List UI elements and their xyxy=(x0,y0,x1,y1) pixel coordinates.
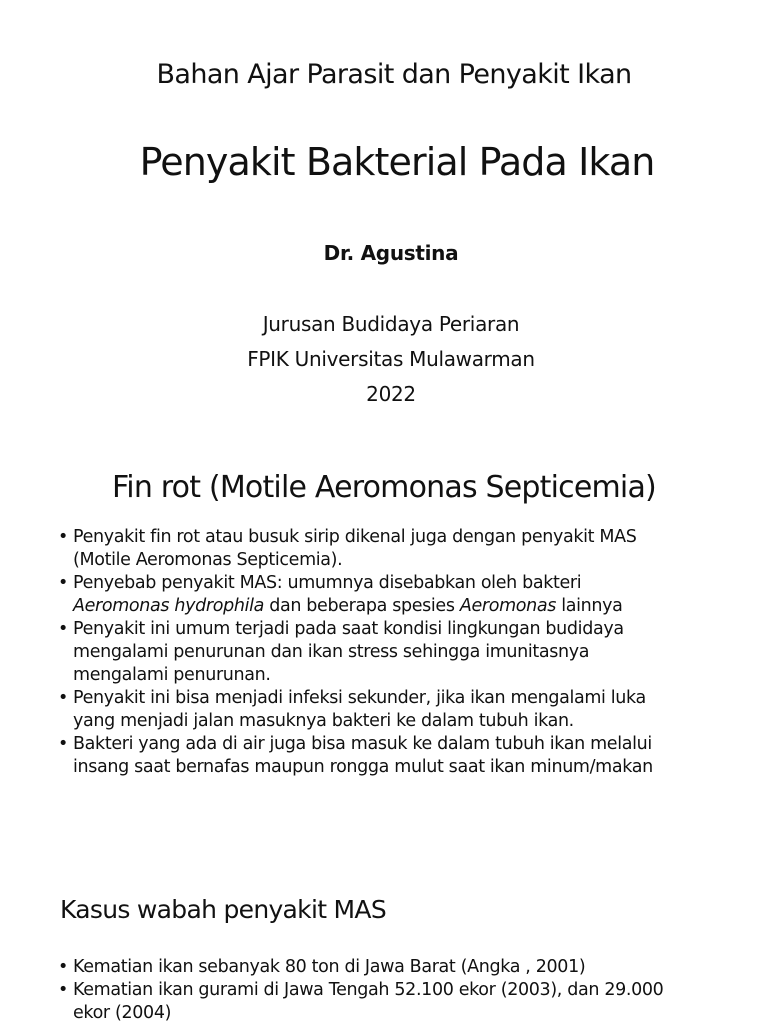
list-item-text: Kematian ikan gurami di Jawa Tengah 52.100 ekor (2003), dan 29.000 xyxy=(73,980,664,1000)
cases-list xyxy=(58,956,758,1024)
list-item-text: dan beberapa spesies xyxy=(264,596,460,616)
document-subtitle: Bahan Ajar Parasit dan Penyakit Ikan xyxy=(156,59,632,90)
document-title: Penyakit Bakterial Pada Ikan xyxy=(139,140,655,184)
affiliation-department: Jurusan Budidaya Periaran xyxy=(262,312,520,336)
bullet-icon: • xyxy=(58,980,68,1000)
list-item-text: insang saat bernafas maupun rongga mulut saat ikan minum/makan xyxy=(73,757,653,777)
list-item xyxy=(58,572,758,618)
list-item-text: lainnya xyxy=(556,596,623,616)
list-item xyxy=(58,733,758,779)
author-name: Dr. Agustina xyxy=(323,241,459,265)
list-item-text-mixed xyxy=(73,595,758,618)
section-title: Fin rot (Motile Aeromonas Septicemia) xyxy=(112,470,656,505)
list-item xyxy=(58,956,758,979)
bullet-icon: • xyxy=(58,573,68,593)
bullet-icon: • xyxy=(58,619,68,639)
genus-name: Aeromonas xyxy=(459,596,557,616)
section-bullet-list xyxy=(58,526,758,779)
list-item-text: ekor (2004) xyxy=(73,1003,172,1023)
list-item-text: Penyebab penyakit MAS: umumnya disebabkan oleh bakteri xyxy=(73,573,582,593)
list-item xyxy=(58,526,758,572)
bullet-icon: • xyxy=(58,688,68,708)
list-item xyxy=(58,618,758,687)
list-item-text: Kematian ikan sebanyak 80 ton di Jawa Barat (Angka , 2001) xyxy=(73,957,586,977)
bullet-icon: • xyxy=(58,527,68,547)
list-item-text: Penyakit ini umum terjadi pada saat kondisi lingkungan budidaya xyxy=(73,619,624,639)
bullet-icon: • xyxy=(58,734,68,754)
list-item xyxy=(58,687,758,733)
list-item xyxy=(58,979,758,1024)
cases-heading: Kasus wabah penyakit MAS xyxy=(60,895,386,924)
species-name: Aeromonas hydrophila xyxy=(73,596,264,616)
list-item-text: mengalami penurunan dan ikan stress sehingga imunitasnya xyxy=(73,642,590,662)
affiliation-year: 2022 xyxy=(366,382,416,406)
affiliation-university: FPIK Universitas Mulawarman xyxy=(247,347,535,371)
bullet-icon: • xyxy=(58,957,68,977)
list-item-text: mengalami penurunan. xyxy=(73,665,271,685)
list-item-text: Penyakit fin rot atau busuk sirip dikenal juga dengan penyakit MAS xyxy=(73,527,637,547)
list-item-text: Bakteri yang ada di air juga bisa masuk ke dalam tubuh ikan melalui xyxy=(73,734,652,754)
list-item-text: (Motile Aeromonas Septicemia). xyxy=(73,550,343,570)
list-item-text: Penyakit ini bisa menjadi infeksi sekunder, jika ikan mengalami luka xyxy=(73,688,646,708)
list-item-text: yang menjadi jalan masuknya bakteri ke dalam tubuh ikan. xyxy=(73,711,574,731)
